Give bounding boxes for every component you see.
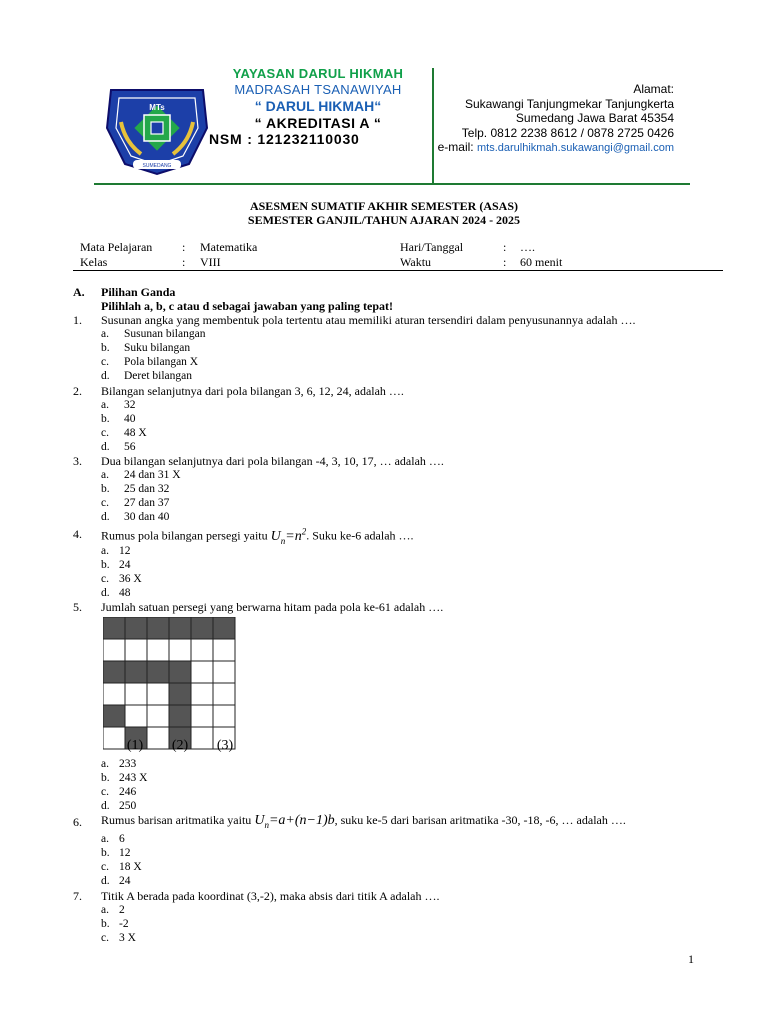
option-text: 12 bbox=[119, 847, 131, 859]
option-text: 32 bbox=[124, 399, 136, 411]
pattern-label-1: (1) bbox=[126, 738, 144, 753]
option-letter: b. bbox=[101, 559, 110, 571]
white-square bbox=[125, 639, 147, 661]
option-letter: b. bbox=[101, 342, 110, 354]
option-text: 12 bbox=[119, 545, 131, 557]
option-text: 30 dan 40 bbox=[124, 511, 170, 523]
option-letter: d. bbox=[101, 875, 110, 887]
option-text: 6 bbox=[119, 833, 125, 845]
square-pattern-figure bbox=[103, 617, 238, 762]
option-letter: c. bbox=[101, 497, 109, 509]
time-value: 60 menit bbox=[520, 255, 563, 269]
option-letter: b. bbox=[101, 483, 110, 495]
pattern-label-2: (2) bbox=[171, 738, 189, 753]
black-square bbox=[103, 617, 125, 639]
option-text: 25 dan 32 bbox=[124, 483, 170, 495]
black-square bbox=[213, 617, 235, 639]
day-value: …. bbox=[520, 240, 535, 254]
white-square bbox=[191, 705, 213, 727]
question-number: 7. bbox=[73, 889, 82, 903]
question-number: 1. bbox=[73, 313, 82, 327]
white-square bbox=[147, 727, 169, 749]
option-text: 24 dan 31 X bbox=[124, 469, 181, 481]
school-type: MADRASAH TSANAWIYAH bbox=[234, 82, 402, 97]
option-letter: d. bbox=[101, 511, 110, 523]
option-text: 2 bbox=[119, 904, 125, 916]
question-text: Susunan angka yang membentuk pola tertentu atau memiliki aturan tersendiri dalam penyusunannya adalah …. bbox=[101, 313, 636, 327]
option-letter: a. bbox=[101, 833, 109, 845]
colon: : bbox=[503, 240, 507, 254]
question-text: Jumlah satuan persegi yang berwarna hitam pada pola ke-61 adalah …. bbox=[101, 600, 444, 614]
colon: : bbox=[503, 255, 507, 269]
option-text: 24 bbox=[119, 875, 131, 887]
section-letter: A. bbox=[73, 285, 85, 299]
white-square bbox=[213, 639, 235, 661]
subject-label: Mata Pelajaran bbox=[80, 240, 153, 254]
option-text: Susunan bilangan bbox=[124, 328, 206, 340]
option-text: Pola bilangan X bbox=[124, 356, 199, 368]
white-square bbox=[125, 705, 147, 727]
class-value: VIII bbox=[200, 255, 221, 269]
formula: $U_n=n^2$ bbox=[270, 526, 307, 546]
nsm-number: NSM : 121232110030 bbox=[209, 131, 360, 147]
black-square bbox=[103, 705, 125, 727]
black-square bbox=[103, 661, 125, 683]
white-square bbox=[191, 727, 213, 749]
white-square bbox=[191, 661, 213, 683]
black-square bbox=[169, 661, 191, 683]
option-text: -2 bbox=[119, 918, 129, 930]
white-square bbox=[103, 727, 125, 749]
option-letter: a. bbox=[101, 758, 109, 770]
option-text: 233 bbox=[119, 758, 137, 770]
black-square bbox=[169, 705, 191, 727]
option-letter: c. bbox=[101, 356, 109, 368]
black-square bbox=[169, 683, 191, 705]
black-square bbox=[191, 617, 213, 639]
white-square bbox=[103, 683, 125, 705]
formula: $U_n=a+(n-1)b$ bbox=[254, 813, 335, 830]
option-letter: b. bbox=[101, 772, 110, 784]
info-divider bbox=[73, 270, 723, 271]
phone-number: Telp. 0812 2238 8612 / 0878 2725 0426 bbox=[461, 125, 674, 140]
option-letter: a. bbox=[101, 469, 109, 481]
question-text: Bilangan selanjutnya dari pola bilangan 3, 6, 12, 24, adalah …. bbox=[101, 384, 404, 398]
option-text: 48 bbox=[119, 587, 131, 599]
white-square bbox=[103, 639, 125, 661]
option-text: 3 X bbox=[119, 932, 136, 944]
school-logo bbox=[103, 80, 211, 176]
option-letter: a. bbox=[101, 545, 109, 557]
school-address bbox=[424, 82, 674, 156]
option-letter: c. bbox=[101, 786, 109, 798]
option-text: Suku bilangan bbox=[124, 342, 191, 354]
option-letter: b. bbox=[101, 847, 110, 859]
school-name: “ DARUL HIKMAH“ bbox=[254, 98, 382, 114]
accreditation: “ AKREDITASI A “ bbox=[254, 115, 382, 131]
option-letter: d. bbox=[101, 370, 110, 382]
black-square bbox=[169, 617, 191, 639]
option-text: Deret bilangan bbox=[124, 370, 193, 382]
option-text: 18 X bbox=[119, 861, 142, 873]
question-text: Rumus pola bilangan persegi yaitu $U_n=n^2$. Suku ke-6 adalah …. bbox=[101, 526, 414, 546]
option-text: 56 bbox=[124, 441, 136, 453]
black-square bbox=[147, 617, 169, 639]
exam-subtitle: SEMESTER GANJIL/TAHUN AJARAN 2024 - 2025 bbox=[247, 213, 521, 227]
question-text: Rumus barisan aritmatika yaitu $U_n=a+(n-1)b$, suku ke-5 dari barisan aritmatika -30, -18, -6, … adalah …. bbox=[101, 813, 626, 830]
time-label: Waktu bbox=[400, 255, 432, 269]
page-number: 1 bbox=[688, 952, 694, 966]
option-text: 246 bbox=[119, 786, 137, 798]
option-text: 36 X bbox=[119, 573, 142, 585]
section-title: Pilihan Ganda bbox=[101, 285, 176, 299]
white-square bbox=[213, 705, 235, 727]
address-label: Alamat: bbox=[633, 82, 674, 96]
option-text: 48 X bbox=[124, 427, 147, 439]
question-number: 5. bbox=[73, 600, 82, 614]
white-square bbox=[169, 639, 191, 661]
day-label: Hari/Tanggal bbox=[400, 240, 464, 254]
option-text: 243 X bbox=[119, 772, 148, 784]
white-square bbox=[147, 639, 169, 661]
white-square bbox=[125, 683, 147, 705]
option-letter: c. bbox=[101, 427, 109, 439]
option-letter: d. bbox=[101, 587, 110, 599]
pattern-label-3: (3) bbox=[216, 738, 234, 753]
class-label: Kelas bbox=[80, 255, 108, 269]
logo-bottom-text: SUMEDANG bbox=[142, 163, 172, 169]
question-text: Titik A berada pada koordinat (3,-2), maka absis dari titik A adalah …. bbox=[101, 889, 440, 903]
question-number: 3. bbox=[73, 454, 82, 468]
colon: : bbox=[182, 255, 186, 269]
school-identity bbox=[205, 66, 431, 147]
question-number: 6. bbox=[73, 815, 82, 829]
option-letter: a. bbox=[101, 328, 109, 340]
white-square bbox=[213, 683, 235, 705]
question-text: Dua bilangan selanjutnya dari pola bilangan -4, 3, 10, 17, … adalah …. bbox=[101, 454, 444, 468]
colon: : bbox=[182, 240, 186, 254]
option-text: 40 bbox=[124, 413, 136, 425]
email-label: e-mail: bbox=[437, 140, 474, 154]
white-square bbox=[147, 705, 169, 727]
subject-value: Matematika bbox=[200, 240, 258, 254]
address-line1: Sukawangi Tanjungmekar Tanjungkerta bbox=[464, 96, 674, 111]
option-text: 24 bbox=[119, 559, 131, 571]
option-letter: b. bbox=[101, 918, 110, 930]
address-line2: Sumedang Jawa Barat 45354 bbox=[515, 111, 674, 125]
option-text: 250 bbox=[119, 800, 137, 812]
black-square bbox=[125, 661, 147, 683]
option-letter: d. bbox=[101, 441, 110, 453]
logo-top-text: MTs bbox=[149, 103, 165, 112]
white-square bbox=[213, 661, 235, 683]
option-letter: a. bbox=[101, 904, 109, 916]
option-letter: b. bbox=[101, 413, 110, 425]
option-letter: d. bbox=[101, 800, 110, 812]
white-square bbox=[191, 683, 213, 705]
white-square bbox=[191, 639, 213, 661]
option-letter: c. bbox=[101, 932, 109, 944]
header-divider-horizontal bbox=[94, 183, 690, 185]
black-square bbox=[147, 661, 169, 683]
email-address[interactable]: mts.darulhikmah.sukawangi@gmail.com bbox=[476, 142, 674, 154]
black-square bbox=[125, 617, 147, 639]
white-square bbox=[147, 683, 169, 705]
exam-title: ASESMEN SUMATIF AKHIR SEMESTER (ASAS) bbox=[249, 199, 519, 213]
foundation-name: YAYASAN DARUL HIKMAH bbox=[232, 66, 404, 81]
option-letter: a. bbox=[101, 399, 109, 411]
section-instruction: Pilihlah a, b, c atau d sebagai jawaban yang paling tepat! bbox=[101, 299, 394, 313]
option-letter: c. bbox=[101, 861, 109, 873]
question-number: 2. bbox=[73, 384, 82, 398]
question-number: 4. bbox=[73, 527, 82, 541]
option-letter: c. bbox=[101, 573, 109, 585]
option-text: 27 dan 37 bbox=[124, 497, 170, 509]
